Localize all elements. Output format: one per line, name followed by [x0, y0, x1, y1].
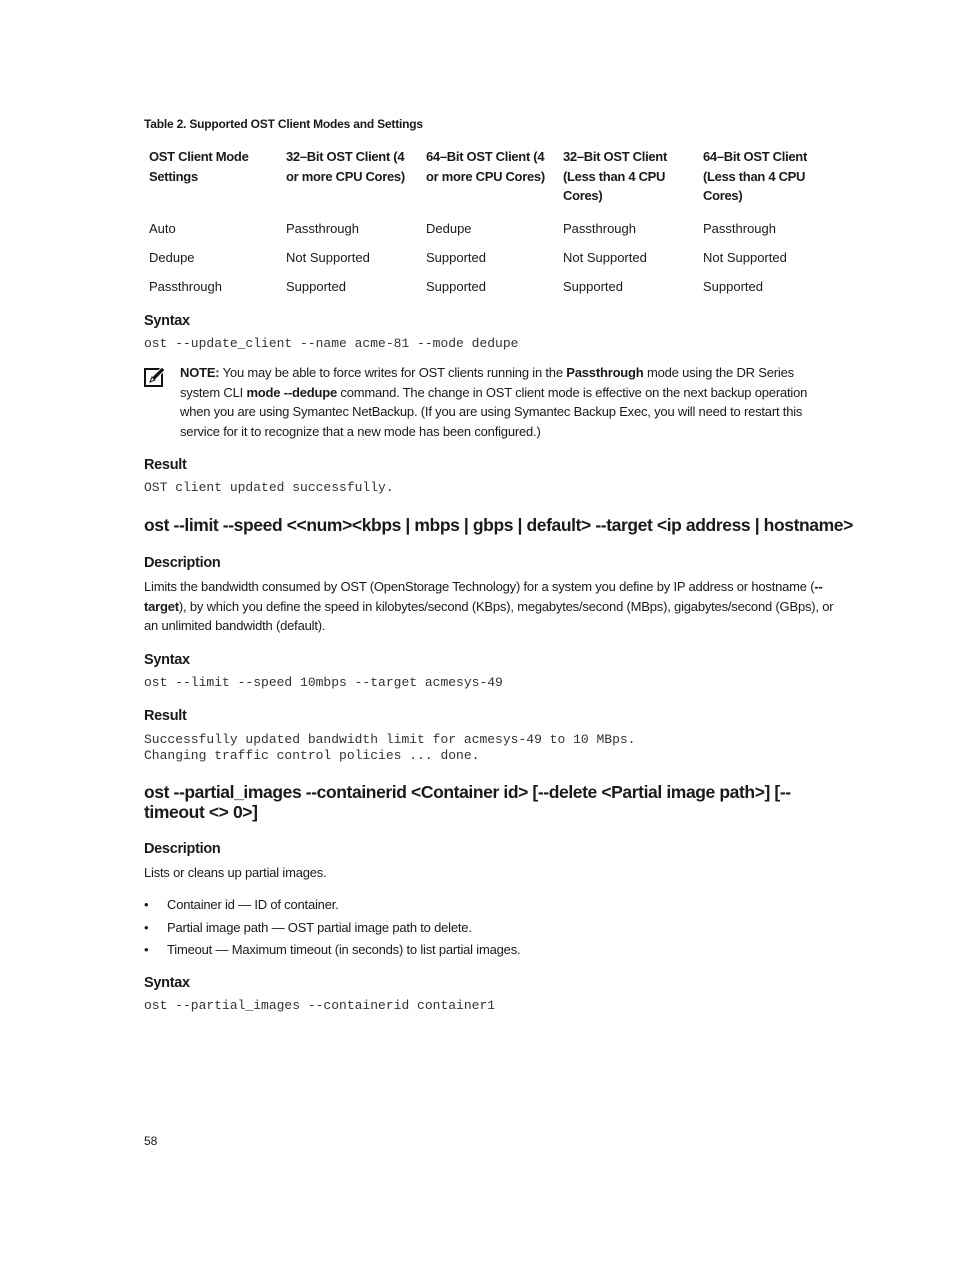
- description-text-part: Limits the bandwidth consumed by OST (OpenStorage Technology) for a system you define by IP address or hostname (: [144, 579, 815, 594]
- table-row: [144, 272, 834, 301]
- result-code: OST client updated successfully.: [144, 480, 394, 495]
- bullet-icon: •: [144, 897, 149, 912]
- table-row: [144, 243, 834, 272]
- syntax-code: ost --update_client --name acme-81 --mode dedupe: [144, 336, 519, 351]
- list-item: [144, 895, 834, 915]
- client-modes-table: [144, 145, 834, 301]
- table-cell: Passthrough: [286, 220, 359, 236]
- list-item-text: Timeout — Maximum timeout (in seconds) to list partial images.: [167, 942, 521, 957]
- description-heading: Description: [144, 555, 221, 571]
- title-line: timeout <> 0>]: [144, 801, 258, 822]
- description-text: Lists or cleans up partial images.: [144, 865, 327, 880]
- note-label: NOTE:: [180, 365, 220, 380]
- table-cell: Dedupe: [426, 220, 472, 236]
- table-cell: Passthrough: [563, 220, 636, 236]
- bullet-icon: •: [144, 919, 149, 935]
- list-item-text: Container id — ID of container.: [167, 897, 339, 912]
- table-cell: Dedupe: [149, 249, 195, 265]
- table-cell: Not Supported: [286, 249, 370, 265]
- title-line: ost --partial_images --containerid <Container id> [--delete <Partial image path>] [--: [144, 782, 791, 802]
- table-cell: Auto: [149, 220, 176, 236]
- list-item-text: Partial image path — OST partial image path to delete.: [167, 919, 472, 935]
- syntax-heading: Syntax: [144, 652, 190, 668]
- table-cell: Supported: [286, 278, 346, 294]
- table-header-cell: OST Client Mode Settings: [149, 149, 249, 184]
- note-text: [180, 363, 835, 441]
- table-cell: Supported: [426, 249, 486, 265]
- command-title-partial-images: [144, 783, 791, 822]
- table-header-row: [144, 145, 834, 214]
- bullet-list: [144, 895, 834, 963]
- table-cell: Passthrough: [149, 278, 222, 294]
- table-cell: Supported: [563, 278, 623, 294]
- syntax-code: ost --limit --speed 10mbps --target acmesys-49: [144, 675, 503, 690]
- description-text-part: ), by which you define the speed in kilobytes/second (KBps), megabytes/second (MBps), gigabytes/second (GBps), or an unlimited bandwidth (default).: [144, 598, 834, 633]
- syntax-heading: Syntax: [144, 975, 190, 991]
- note-bold-passthrough: Passthrough: [566, 365, 644, 380]
- result-heading: Result: [144, 708, 187, 724]
- table-cell: Not Supported: [563, 249, 647, 265]
- result-heading: Result: [144, 457, 187, 473]
- table-header-cell: 64–Bit OST Client (4 or more CPU Cores): [426, 149, 545, 184]
- table-row: [144, 214, 834, 243]
- description-bold-target: --target: [144, 579, 823, 614]
- note-text-part: You may be able to force writes for OST clients running in the: [219, 365, 567, 380]
- note-pencil-icon: [144, 366, 166, 388]
- note-text-part: mode using the DR Series system CLI: [180, 365, 794, 400]
- table-header-cell: 64–Bit OST Client (Less than 4 CPU Cores): [703, 149, 807, 203]
- note-text-part: command. The change in OST client mode is effective on the next backup operation when you are using Symantec NetBackup. (If you are using Symantec Backup Exec, you will need to restart this service for it to recognize that a new mode has been configured.): [180, 384, 808, 439]
- table-caption: Table 2. Supported OST Client Modes and Settings: [144, 117, 423, 131]
- table-header-cell: 32–Bit OST Client (Less than 4 CPU Cores): [563, 149, 667, 203]
- table-cell: Passthrough: [703, 220, 776, 236]
- syntax-heading: Syntax: [144, 313, 190, 329]
- description-text: [144, 577, 834, 636]
- page-number: 58: [144, 1134, 158, 1148]
- result-code: Successfully updated bandwidth limit for acmesys-49 to 10 MBps. Changing traffic control policies ... done.: [144, 732, 636, 763]
- description-heading: Description: [144, 841, 221, 857]
- table-cell: Not Supported: [703, 249, 787, 265]
- note-bold-command: mode --dedupe: [246, 384, 338, 400]
- table-header-cell: 32–Bit OST Client (4 or more CPU Cores): [286, 149, 405, 184]
- table-cell: Supported: [426, 278, 486, 294]
- command-title-limit: ost --limit --speed <<num><kbps | mbps | gbps | default> --target <ip address | hostname>: [144, 515, 853, 535]
- list-item: [144, 940, 834, 960]
- bullet-icon: •: [144, 942, 149, 957]
- list-item: [144, 918, 834, 938]
- syntax-code: ost --partial_images --containerid container1: [144, 998, 496, 1013]
- table-cell: Supported: [703, 278, 763, 294]
